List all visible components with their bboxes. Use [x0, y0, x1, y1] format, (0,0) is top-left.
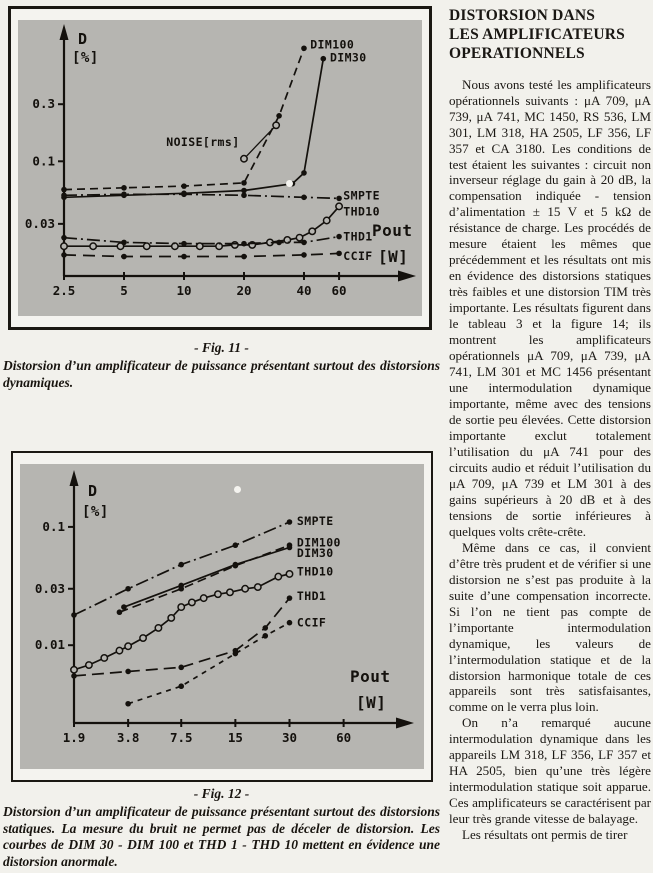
- svg-text:DIM100: DIM100: [310, 37, 355, 52]
- svg-text:[%]: [%]: [82, 504, 109, 520]
- svg-text:Pout: Pout: [350, 667, 391, 686]
- svg-text:0.1: 0.1: [32, 153, 55, 169]
- svg-text:15: 15: [227, 730, 243, 745]
- figure-11-caption-text: Distorsion d’un amplificateur de puissance présentant surtout des distorsions dynamiques.: [3, 358, 440, 390]
- svg-text:0.3: 0.3: [32, 96, 55, 112]
- svg-text:60: 60: [336, 730, 352, 745]
- svg-text:THD10: THD10: [296, 564, 334, 579]
- figure-12-block: [11, 451, 433, 782]
- scan-artifact: [234, 486, 241, 493]
- svg-text:SMPTE: SMPTE: [296, 514, 334, 529]
- svg-text:D: D: [78, 30, 88, 48]
- figure-11-frame: [8, 6, 432, 330]
- svg-text:CCIF: CCIF: [296, 615, 327, 630]
- svg-text:0.01: 0.01: [34, 637, 65, 653]
- svg-text:D: D: [88, 482, 98, 500]
- figure-11-caption: [3, 340, 440, 391]
- svg-text:10: 10: [176, 283, 192, 298]
- figure-11-caption-title: - Fig. 11 -: [194, 340, 249, 355]
- svg-text:40: 40: [296, 283, 312, 298]
- svg-text:0.03: 0.03: [34, 580, 65, 596]
- svg-text:0.1: 0.1: [42, 518, 65, 534]
- svg-text:Pout: Pout: [372, 221, 413, 240]
- scan-artifact: [286, 180, 293, 187]
- svg-text:1.9: 1.9: [62, 730, 86, 745]
- svg-text:20: 20: [236, 283, 252, 298]
- article-paragraph-2: Même dans ce cas, il convient d’être très prudent et de vérifier si une distorsion ne s’est pas produite à la suite d’une compensation incorrecte. Si l’on ne tient pas compte de l’importante intermodulation dynamique, les valeurs de l’intermodulation statique et de la distorsion harmonique totale de ces appareils sont très satisfaisantes, comme on le verra plus loin.: [449, 539, 651, 715]
- svg-text:60: 60: [331, 283, 347, 298]
- figure-12-caption-title: - Fig. 12 -: [193, 786, 250, 801]
- article-title-line: LES AMPLIFICATEURS: [449, 26, 625, 44]
- svg-text:THD1: THD1: [343, 229, 373, 244]
- svg-text:CCIF: CCIF: [343, 248, 373, 263]
- figure-12-caption-text: Distorsion d’un amplificateur de puissance présentant surtout des distorsions statiques. La mesure du bruit ne permet pas de déceler de distorsion. Les courbes de DIM 30 - DIM 100 et THD 1 - THD 10 mettent en évidence une distorsion anormale.: [3, 804, 440, 870]
- article-title-line: DISTORSION DANS: [449, 7, 596, 24]
- figure-11-block: [8, 6, 432, 330]
- svg-text:SMPTE: SMPTE: [343, 188, 380, 203]
- svg-text:2.5: 2.5: [52, 283, 76, 298]
- svg-text:[W]: [W]: [356, 693, 387, 712]
- svg-text:[%]: [%]: [72, 50, 99, 66]
- svg-text:[W]: [W]: [378, 247, 409, 266]
- article-title: [449, 6, 651, 64]
- svg-text:30: 30: [281, 730, 298, 745]
- svg-text:THD10: THD10: [343, 204, 380, 219]
- svg-text:5: 5: [120, 283, 128, 298]
- svg-text:DIM30: DIM30: [296, 546, 334, 561]
- svg-text:NOISE[rms]: NOISE[rms]: [166, 134, 240, 149]
- figure-12-chart: [20, 464, 424, 769]
- figure-12-panel: [20, 464, 424, 769]
- svg-text:DIM100: DIM100: [296, 535, 341, 550]
- svg-text:3.8: 3.8: [116, 730, 140, 745]
- article-paragraph-1: Nous avons testé les amplificateurs opérationnels suivants : μA 709, μA 739, μA 741, MC 1450, RS 536, LM 301, LM 318, HA 2505, LF 356, LF 357 et CA 3180. Les conditions de test étaient les suivantes : circuit non inverseur réglage du gain à 20 dB, la compensation indiquée - tension d’alimentation ± 15 V et 5 kΩ de résistance de charge. Les procédés de mesure étaient les mêmes que précédemment et les résultats ont mis en évidence des distorsions statiques très faibles et une distorsion TIM très importante. Les résultats figurent dans le tableau 3 et la figure 14; ils montrent les amplificateurs opérationnels μA 709, μA 739, μA 741, LM 301 et MC 1456 présentant une intermodulation dynamique importante, même avec des tensions de sortie peu élevées. Cette distorsion importante exclut totalement l’utilisation du μA 741 pour des circuits audio et réduit l’utilisation du μA 709, μA 739 et LM 301 à des gains supérieurs à 20 dB et à des tensions de sortie inférieures à quelques volts crête-crête.: [449, 76, 651, 539]
- article-paragraph-3: On n’a remarqué aucune intermodulation dynamique dans les appareils LM 318, LF 356, LF 357 et HA 2505, bien qu’une très légère intermodulation statique soit apparue. Ces amplificateurs se caractérisent par leur très grande vitesse de balayage.: [449, 715, 651, 827]
- article-paragraph-4: Les résultats ont permis de tirer: [462, 827, 628, 843]
- article-title-line: OPERATIONNELS: [449, 45, 585, 63]
- svg-text:DIM30: DIM30: [329, 50, 367, 65]
- svg-text:THD1: THD1: [296, 589, 327, 604]
- svg-text:0.03: 0.03: [24, 215, 55, 231]
- figure-11-panel: [18, 20, 422, 316]
- figure-12-frame: [11, 451, 433, 782]
- figure-12-caption: [3, 786, 440, 871]
- article-column: [449, 6, 651, 843]
- svg-text:7.5: 7.5: [169, 730, 193, 745]
- figure-11-chart: [18, 20, 422, 316]
